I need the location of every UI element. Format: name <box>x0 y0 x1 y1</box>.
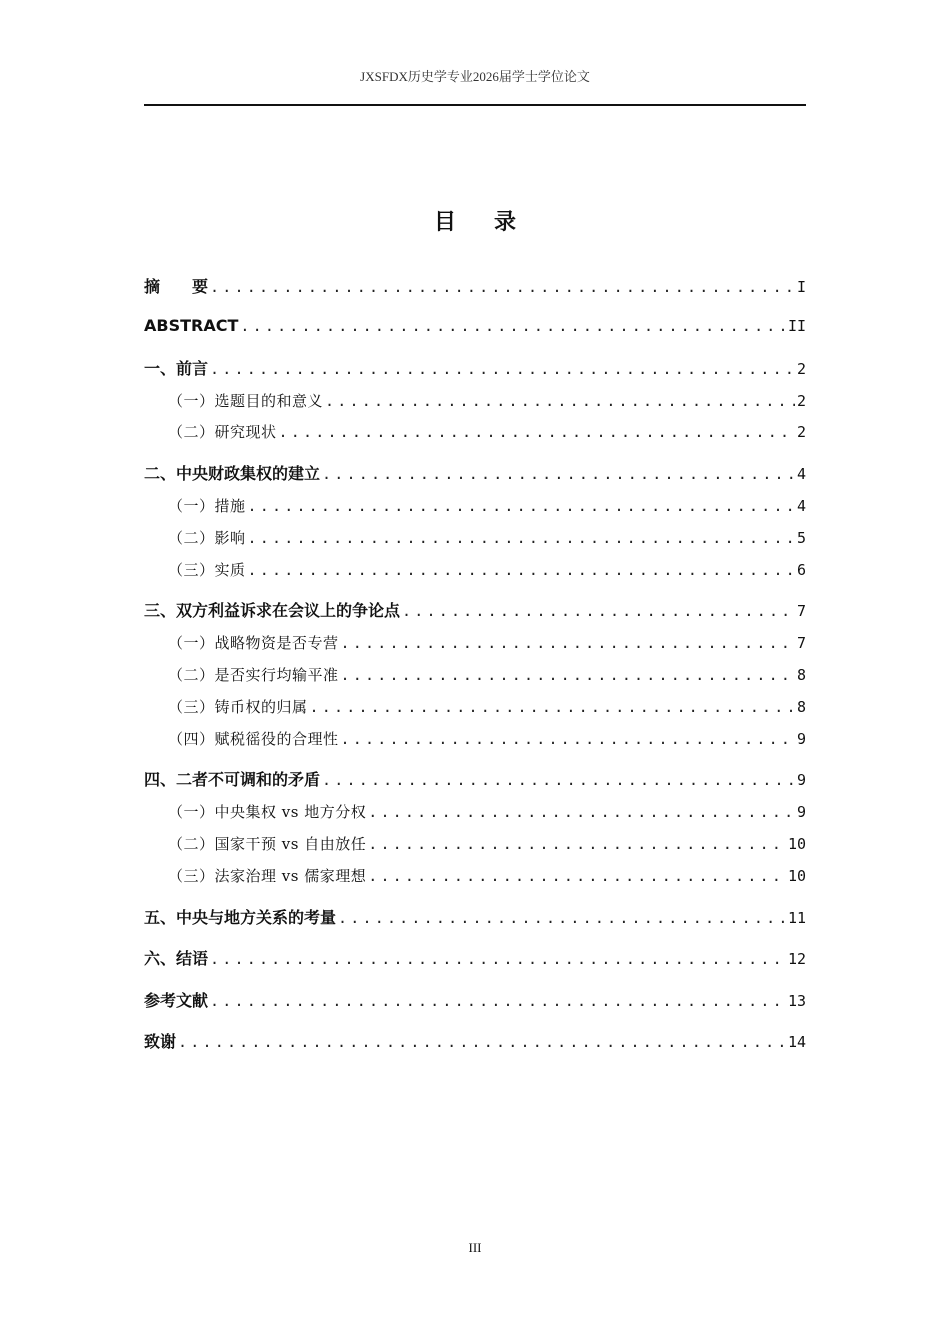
toc-entry-page: 13 <box>787 992 806 1010</box>
toc-entry-page: 4 <box>796 497 806 515</box>
toc-entry-label: 一、前言 <box>144 359 209 378</box>
toc-entry[interactable] <box>144 599 806 623</box>
toc-entry-label: （一）选题目的和意义 <box>168 392 324 410</box>
toc-entry-page: 14 <box>787 1033 806 1051</box>
toc-entry[interactable] <box>168 389 806 413</box>
toc-title: 目录 <box>433 210 554 235</box>
toc-entry-label: 六、结语 <box>144 949 209 968</box>
toc-entry-label: （三）法家治理 vs 儒家理想 <box>168 867 367 885</box>
toc-dot-leader <box>210 275 795 299</box>
toc-entry-page: 4 <box>796 465 806 483</box>
toc-entry-label: 四、二者不可调和的矛盾 <box>144 770 321 789</box>
toc-entry-label: （一）中央集权 vs 地方分权 <box>168 803 367 821</box>
toc-entry[interactable] <box>144 906 806 930</box>
toc-entry-label: （一）战略物资是否专营 <box>168 634 339 652</box>
toc-entry-page: 8 <box>796 666 806 684</box>
toc-entry[interactable] <box>144 275 806 299</box>
toc-entry-label: （三）铸币权的归属 <box>168 698 308 716</box>
toc-entry-page: 12 <box>787 950 806 968</box>
toc-entry-page: 9 <box>796 730 806 748</box>
toc-entry[interactable] <box>144 989 806 1013</box>
toc-entry-page: 7 <box>796 634 806 652</box>
toc-dot-leader <box>248 526 795 550</box>
toc-entry-label: 五、中央与地方关系的考量 <box>144 908 337 927</box>
toc-entry-page: 10 <box>787 835 806 853</box>
toc-entry-page: 8 <box>796 698 806 716</box>
toc-dot-leader <box>178 1030 786 1054</box>
toc-entry-label: ABSTRACT <box>144 316 239 335</box>
toc-entry[interactable] <box>168 420 806 444</box>
toc-entry[interactable] <box>168 695 806 719</box>
toc-entry-page: 2 <box>796 423 806 441</box>
toc-dot-leader <box>341 663 795 687</box>
toc-entry-label: （二）研究现状 <box>168 423 277 441</box>
toc-entry-label: 三、双方利益诉求在会议上的争论点 <box>144 601 401 620</box>
toc-entry[interactable] <box>168 832 806 856</box>
toc-entry-label: 二、中央财政集权的建立 <box>144 464 321 483</box>
toc-dot-leader <box>248 494 795 518</box>
toc-dot-leader <box>240 314 786 338</box>
toc-entry[interactable] <box>168 663 806 687</box>
toc-entry-page: I <box>796 278 806 296</box>
toc-entry-page: 2 <box>796 392 806 410</box>
toc-entry[interactable] <box>168 800 806 824</box>
header-rule <box>144 104 806 106</box>
toc-entry[interactable] <box>144 314 806 338</box>
toc-dot-leader <box>210 947 786 971</box>
toc-entry[interactable] <box>168 494 806 518</box>
toc-dot-leader <box>368 864 786 888</box>
toc-entry-page: 6 <box>796 561 806 579</box>
toc-entry[interactable] <box>168 558 806 582</box>
running-header: JXSFDX历史学专业2026届学士学位论文 <box>360 69 590 84</box>
toc-entry-label: 致谢 <box>144 1032 177 1051</box>
toc-entry-page: 2 <box>796 360 806 378</box>
toc-dot-leader <box>341 631 795 655</box>
toc-entry-page: 10 <box>787 867 806 885</box>
toc-entry-label: 参考文献 <box>144 991 209 1010</box>
toc-entry[interactable] <box>144 947 806 971</box>
toc-entry-page: 11 <box>787 909 806 927</box>
toc-entry-label: （二）是否实行均输平准 <box>168 666 339 684</box>
toc-entry[interactable] <box>144 462 806 486</box>
toc-dot-leader <box>279 420 795 444</box>
toc-dot-leader <box>325 389 795 413</box>
toc-entry[interactable] <box>144 357 806 381</box>
toc-dot-leader <box>310 695 795 719</box>
toc-entry[interactable] <box>168 526 806 550</box>
toc-entry[interactable] <box>168 727 806 751</box>
toc-entry[interactable] <box>168 631 806 655</box>
toc-dot-leader <box>341 727 795 751</box>
toc-entry-label: 摘 要 <box>144 277 209 296</box>
toc-entry[interactable] <box>168 864 806 888</box>
toc-entry[interactable] <box>144 1030 806 1054</box>
toc-entry-page: 7 <box>796 602 806 620</box>
toc-entry-label: （二）影响 <box>168 529 246 547</box>
toc-entry-label: （四）赋税徭役的合理性 <box>168 730 339 748</box>
toc-dot-leader <box>248 558 795 582</box>
toc-dot-leader <box>402 599 795 623</box>
toc-entry-label: （三）实质 <box>168 561 246 579</box>
toc-entry-page: 5 <box>796 529 806 547</box>
toc-dot-leader <box>210 357 795 381</box>
toc-dot-leader <box>210 989 786 1013</box>
toc-dot-leader <box>322 768 795 792</box>
toc-entry-page: 9 <box>796 803 806 821</box>
toc-dot-leader <box>338 906 786 930</box>
toc-entry-label: （一）措施 <box>168 497 246 515</box>
toc-dot-leader <box>368 832 786 856</box>
toc-entry-page: II <box>787 317 806 335</box>
toc-entry-page: 9 <box>796 771 806 789</box>
toc-entry[interactable] <box>144 768 806 792</box>
toc-dot-leader <box>322 462 795 486</box>
toc-dot-leader <box>368 800 795 824</box>
toc-entry-label: （二）国家干预 vs 自由放任 <box>168 835 367 853</box>
page-number: III <box>468 1240 482 1255</box>
